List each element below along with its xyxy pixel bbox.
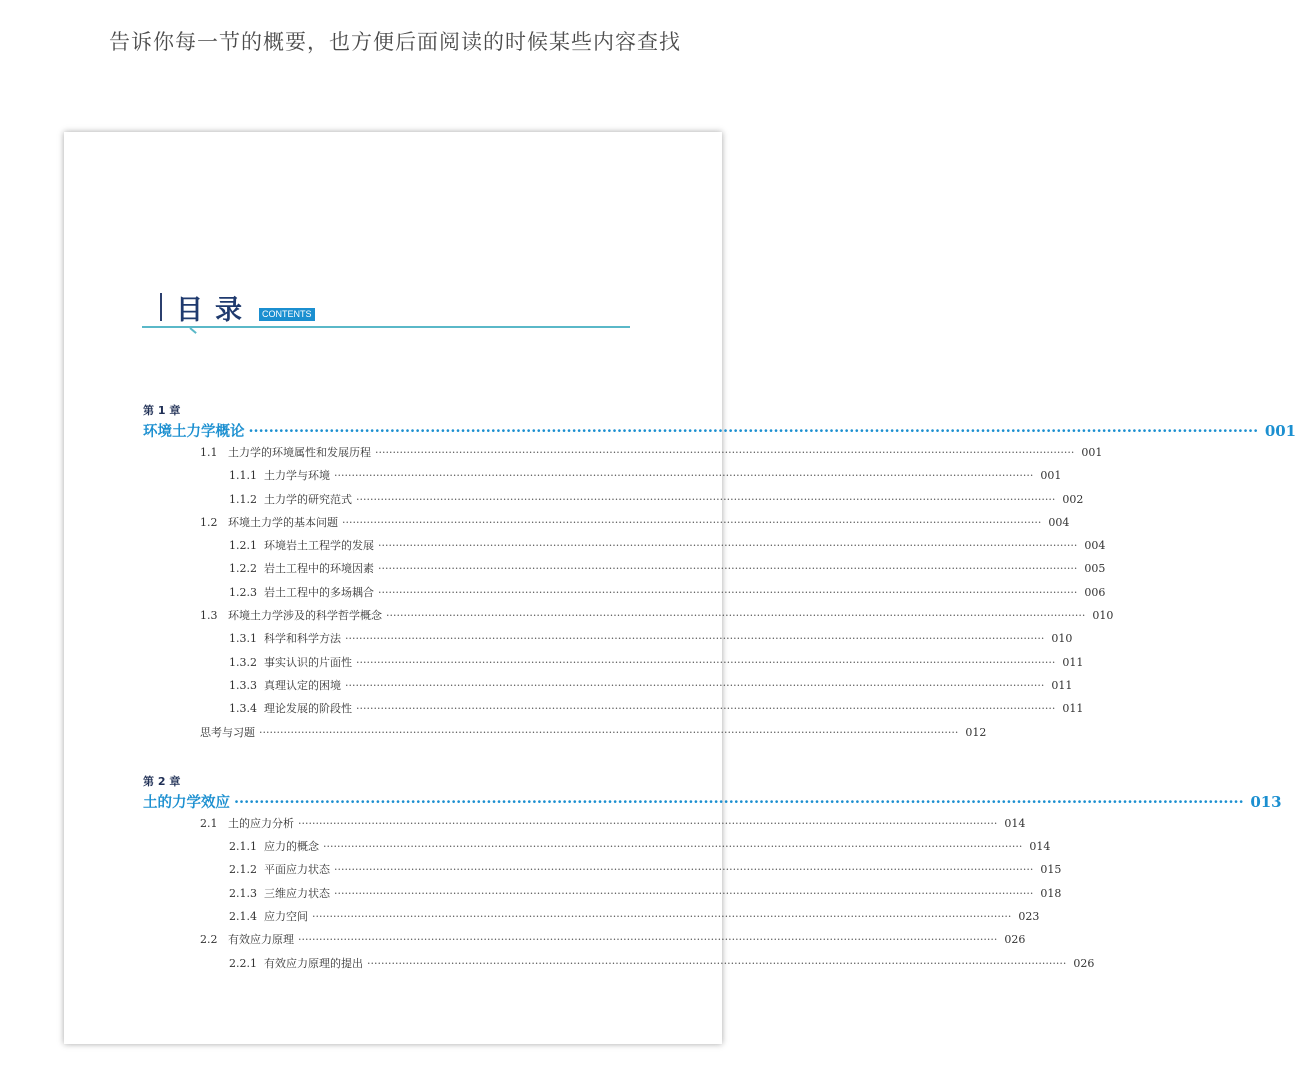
section-number: 1.2.1 <box>229 539 257 553</box>
subsection-row[interactable] <box>143 885 1062 908</box>
page-number: 011 <box>1051 678 1073 692</box>
subsection-row[interactable] <box>143 537 1106 560</box>
section-title: 科学和科学方法 <box>264 632 341 646</box>
subsection-row[interactable] <box>143 560 1106 583</box>
section-title: 真理认定的困境 <box>264 678 341 692</box>
section-title: 应力的概念 <box>264 840 319 854</box>
subsection-row[interactable] <box>143 654 1084 677</box>
page-number: 023 <box>1018 910 1040 924</box>
page-number: 010 <box>1092 609 1114 623</box>
subsection-row[interactable] <box>143 584 1106 607</box>
subsection-row[interactable] <box>143 677 1073 700</box>
section-title: 理论发展的阶段性 <box>264 702 352 716</box>
book-page <box>64 132 1296 1044</box>
section-number: 2.1.1 <box>229 840 257 854</box>
section-number: 2.1.4 <box>229 910 257 924</box>
leader-dots: ········································································································································································································ <box>298 816 998 830</box>
page-number: 005 <box>1084 562 1106 576</box>
leader-dots: ········································································································································································································ <box>375 446 1075 459</box>
chapter-label: 第 1 章 <box>143 404 181 417</box>
leader-dots: ········································································································································································································ <box>345 678 1045 692</box>
section-number: 2.2 <box>200 933 218 947</box>
section-number: 1.1.2 <box>229 492 257 506</box>
section-number: 1.2 <box>200 515 218 529</box>
section-row[interactable] <box>143 514 1070 537</box>
leader-dots: ········································································································································································································ <box>323 840 1023 854</box>
subsection-row[interactable] <box>143 908 1040 931</box>
section-title: 土力学的环境属性和发展历程 <box>228 446 371 459</box>
leader-dots: ········································································································································································································ <box>378 562 1078 576</box>
section-title: 岩土工程中的多场耦合 <box>264 585 374 599</box>
page-number: 002 <box>1062 492 1084 506</box>
leader-dots: ········································································································································································································ <box>259 725 959 739</box>
section-number: 1.1.1 <box>229 469 257 483</box>
subsection-row[interactable] <box>143 467 1062 490</box>
leader-dots: ········································································································································································································ <box>356 492 1056 506</box>
page-number: 015 <box>1040 863 1062 877</box>
chapter-title: 环境土力学概论 <box>143 423 245 440</box>
section-title: 有效应力原理 <box>228 933 294 947</box>
section-title: 三维应力状态 <box>264 886 330 900</box>
section-title: 环境岩土工程学的发展 <box>264 539 374 553</box>
section-title: 应力空间 <box>264 910 308 924</box>
section-number: 1.2.3 <box>229 585 257 599</box>
section-number: 1.2.2 <box>229 562 257 576</box>
leader-dots: ········································································································································································································ <box>386 609 1086 623</box>
leader-dots: ········································································································································································································ <box>378 585 1078 599</box>
header-divider <box>142 326 630 328</box>
section-title: 平面应力状态 <box>264 863 330 877</box>
leader-dots: ········································································································································································································ <box>356 655 1056 669</box>
section-number: 1.1 <box>200 446 218 459</box>
section-number: 2.1.3 <box>229 886 257 900</box>
leader-dots: ········································································································································································································ <box>367 956 1067 970</box>
section-number: 1.3.1 <box>229 632 257 646</box>
page-number: 004 <box>1084 539 1106 553</box>
page-number: 026 <box>1073 956 1095 970</box>
page-number: 018 <box>1040 886 1062 900</box>
leader-dots: ········································································································································································································ <box>334 469 1034 483</box>
subsection-row[interactable] <box>143 861 1062 884</box>
section-title: 土力学的研究范式 <box>264 492 352 506</box>
page-number: 001 <box>1081 446 1103 459</box>
section-number: 1.3.2 <box>229 655 257 669</box>
chapter-title-row[interactable] <box>143 791 1282 815</box>
subsection-row[interactable] <box>143 838 1051 861</box>
section-number: 2.2.1 <box>229 956 257 970</box>
subsection-row[interactable] <box>143 700 1084 723</box>
table-of-contents <box>143 398 1296 978</box>
chapter-title-row[interactable] <box>143 420 1296 444</box>
page-number: 014 <box>1004 816 1026 830</box>
section-row[interactable] <box>143 444 1103 467</box>
toc-subtitle-badge: CONTENTS <box>259 308 315 321</box>
promo-caption: 告诉你每一节的概要，也方便后面阅读的时候某些内容查找 <box>109 30 681 54</box>
exercise-row[interactable] <box>143 724 987 747</box>
subsection-row[interactable] <box>143 491 1084 514</box>
section-number: 1.3.4 <box>229 702 257 716</box>
chapter-gap <box>143 747 629 769</box>
leader-dots: ········································································································································································································ <box>248 423 1259 440</box>
leader-dots: ········································································································································································································ <box>356 702 1056 716</box>
leader-dots: ········································································································································································································ <box>345 632 1045 646</box>
page-number: 001 <box>1040 469 1062 483</box>
page-number: 026 <box>1004 933 1026 947</box>
section-title: 岩土工程中的环境因素 <box>264 562 374 576</box>
page-number: 012 <box>965 725 987 739</box>
page-number: 011 <box>1062 702 1084 716</box>
leader-dots: ········································································································································································································ <box>342 515 1042 529</box>
section-title: 土力学与环境 <box>264 469 330 483</box>
section-title: 环境土力学涉及的科学哲学概念 <box>228 609 382 623</box>
page-number: 006 <box>1084 585 1106 599</box>
chapter-title: 土的力学效应 <box>143 793 230 811</box>
leader-dots: ········································································································································································································ <box>334 863 1034 877</box>
section-row[interactable] <box>143 931 1026 954</box>
section-number: 1.3 <box>200 609 218 623</box>
subsection-row[interactable] <box>143 630 1073 653</box>
page-number: 004 <box>1048 515 1070 529</box>
chapter-label: 第 2 章 <box>143 774 181 788</box>
page-number: 011 <box>1062 655 1084 669</box>
section-number: 1.3.3 <box>229 678 257 692</box>
section-number: 2.1 <box>200 816 218 830</box>
section-row[interactable] <box>143 815 1026 838</box>
section-title: 思考与习题 <box>200 725 255 739</box>
section-title: 有效应力原理的提出 <box>264 956 363 970</box>
header-bar-decoration <box>160 293 162 321</box>
leader-dots: ········································································································································································································ <box>378 539 1078 553</box>
page-number: 013 <box>1250 792 1282 811</box>
page-number: 014 <box>1029 840 1051 854</box>
page-number: 001 <box>1264 422 1296 440</box>
subsection-row[interactable] <box>143 955 1095 978</box>
page-number: 010 <box>1051 632 1073 646</box>
section-number: 2.1.2 <box>229 863 257 877</box>
header-divider-notch <box>189 327 196 334</box>
section-title: 环境土力学的基本问题 <box>228 515 338 529</box>
toc-title: 目录 <box>176 295 254 326</box>
leader-dots: ········································································································································································································ <box>312 910 1012 924</box>
leader-dots: ········································································································································································································ <box>298 933 998 947</box>
leader-dots: ········································································································································································································ <box>334 886 1034 900</box>
leader-dots: ········································································································································································································ <box>234 793 1244 811</box>
section-title: 土的应力分析 <box>228 816 294 830</box>
section-row[interactable] <box>143 607 1114 630</box>
section-title: 事实认识的片面性 <box>264 655 352 669</box>
